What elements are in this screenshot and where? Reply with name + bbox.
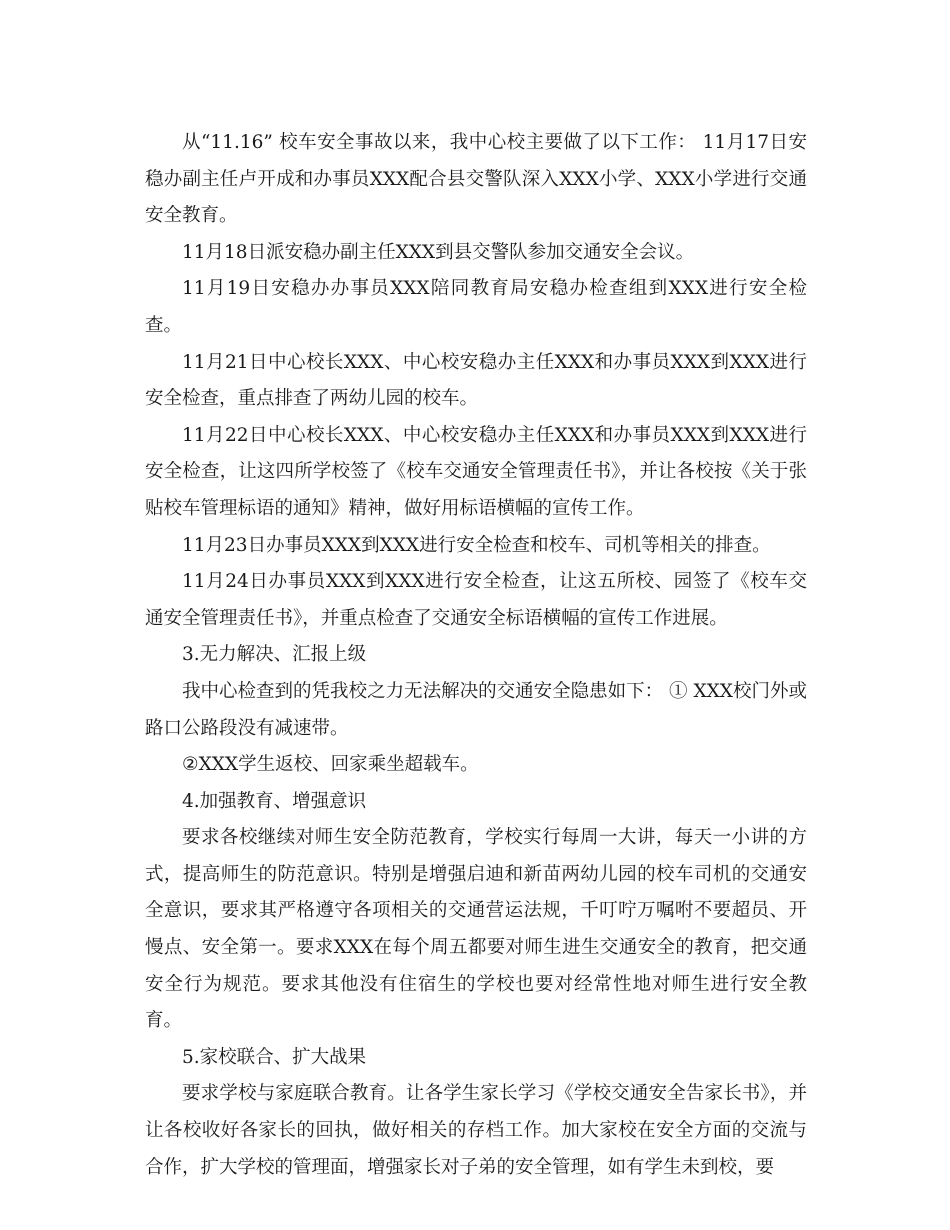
paragraph-nov-23: 11月23日办事员XXX到XXX进行安全检查和校车、司机等相关的排查。: [182, 534, 771, 556]
section-heading-4: 4.加强教育、增强意识: [182, 790, 367, 812]
paragraph-nov-19: 11月19日安稳办办事员XXX陪同教育局安稳办检查组到XXX进行安全检查。: [145, 278, 807, 336]
paragraph-intro: 从“11.16” 校车安全事故以来，我中心校主要做了以下工作： 11月17日安稳办副主任卢开成和办事员XXX配合县交警队深入XXX小学、XXX小学进行交通安全教育。: [145, 132, 807, 227]
paragraph-nov-18: 11月18日派安稳办副主任XXX到县交警队参加交通安全会议。: [182, 241, 695, 263]
paragraph-hazards: 我中心检查到的凭我校之力无法解决的交通安全隐患如下： ① XXX校门外或路口公路段没有减速带。: [145, 680, 807, 739]
paragraph-nov-21: 11月21日中心校长XXX、中心校安稳办主任XXX和办事员XXX到XXX进行安全检查，重点排查了两幼儿园的校车。: [145, 351, 807, 410]
section-heading-3: 3.无力解决、汇报上级: [182, 644, 367, 666]
paragraph-education: 要求各校继续对师生安全防范教育，学校实行每周一大讲，每天一小讲的方式，提高师生的防范意识。特别是增强启迪和新苗两幼儿园的校车司机的交通安全意识，要求其严格遵守各项相关的交通营运法规，千叮咛万嘱咐不要超员、开慢点、安全第一。要求XXX在每个周五都要对师生进生交通安全的教育，把交通安全行为规范。要求其他没有住宿生的学校也要对经常性地对师生进行安全教育。: [145, 827, 807, 1032]
paragraph-nov-22: 11月22日中心校长XXX、中心校安稳办主任XXX和办事员XXX到XXX进行安全检查，让这四所学校签了《校车交通安全管理责任书》，并让各校按《关于张贴校车管理标语的通知》精神，做好用标语横幅的宣传工作。: [145, 424, 807, 519]
paragraph-home-school: 要求学校与家庭联合教育。让各学生家长学习《学校交通安全告家长书》，并让各校收好各家长的回执，做好相关的存档工作。加大家校在安全方面的交流与合作，扩大学校的管理面，增强家长对子弟的安全管理，如有学生未到校，要: [145, 1083, 807, 1178]
paragraph-nov-24: 11月24日办事员XXX到XXX进行安全检查，让这五所校、园签了《校车交通安全管理责任书》，并重点检查了交通安全标语横幅的宣传工作进展。: [145, 571, 807, 629]
document-body: [145, 125, 807, 1186]
section-heading-5: 5.家校联合、扩大战果: [182, 1046, 367, 1068]
paragraph-hazard-2: ②XXX学生返校、回家乘坐超载车。: [182, 754, 479, 776]
